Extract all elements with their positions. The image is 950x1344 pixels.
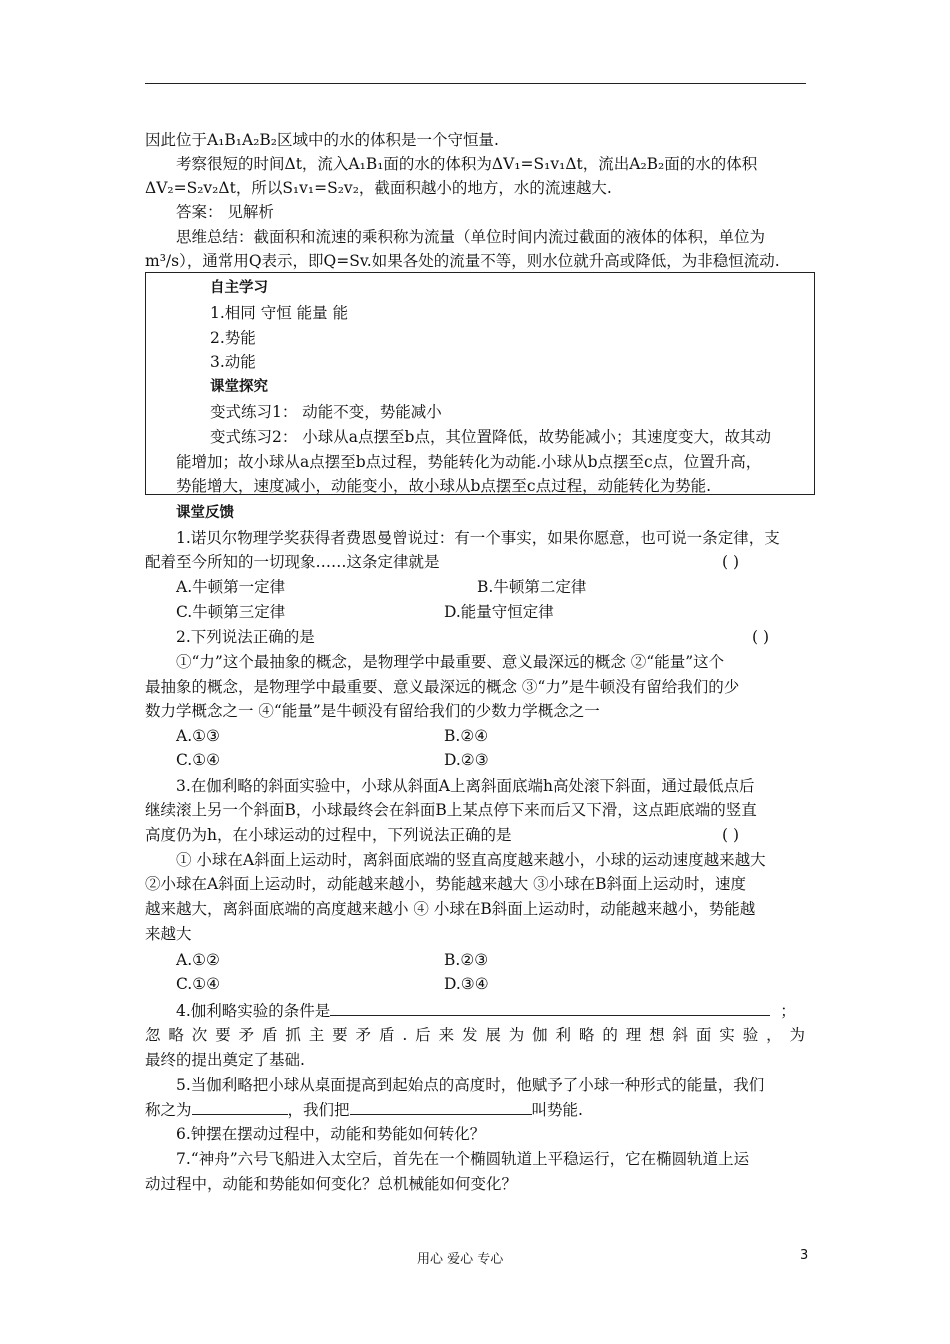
summary-line-1: 思维总结：截面积和流速的乘积称为流量（单位时间内流过截面的液体的体积，单位为 <box>176 228 766 246</box>
summary-line-2: m³/s），通常用Q表示，即Q=Sv.如果各处的流量不等，则水位就升高或降低，为非稳恒流动. <box>145 252 780 270</box>
q5-line-1: 5.当伽利略把小球从桌面提高到起始点的高度时，他赋予了小球一种形式的能量，我们 <box>176 1076 765 1094</box>
q3-line-6: 越来越大，离斜面底端的高度越来越小 ④ 小球在B斜面上运动时，动能越来越小，势能越 <box>145 900 756 918</box>
q4-semicolon: ； <box>780 1002 796 1020</box>
exercise-1: 变式练习1： 动能不变，势能减小 <box>210 403 442 421</box>
q2-line-4: 数力学概念之一 ④“能量”是牛顿没有留给我们的少数力学概念之一 <box>145 702 600 720</box>
exercise-2-line-1: 变式练习2： 小球从a点摆至b点，其位置降低，故势能减小；其速度变大，故其动 <box>210 428 771 446</box>
q5-text-c: 叫势能. <box>531 1101 583 1119</box>
answer-2: 2.势能 <box>210 329 256 347</box>
q1-line-1: 1.诺贝尔物理学奖获得者费恩曼曾说过：有一个事实，如果你愿意，也可说一条定律，支 <box>176 529 780 547</box>
q5-text-b: ，我们把 <box>287 1101 350 1119</box>
answer-1: 1.相同 守恒 能量 能 <box>210 304 349 322</box>
q3-answer-paren: ( ) <box>722 826 740 844</box>
q1-option-d: D.能量守恒定律 <box>444 603 554 621</box>
intro-line-2: 考察很短的时间Δt，流入A₁B₁面的水的体积为ΔV₁=S₁v₁Δt，流出A₂B₂面的水的体积 <box>176 155 758 173</box>
q1-line-2: 配着至今所知的一切现象……这条定律就是 <box>145 553 440 571</box>
q3-line-1: 3.在伽利略的斜面实验中，小球从斜面A上离斜面底端h高处滚下斜面，通过最低点后 <box>176 777 755 795</box>
q2-option-b: B.②④ <box>444 727 489 745</box>
exercise-2-line-3: 势能增大，速度减小，动能变小，故小球从b点摆至c点过程，动能转化为势能. <box>176 477 712 495</box>
q3-option-c: C.①④ <box>176 975 221 993</box>
q4-line-2-text: 忽略次要矛盾抓主要矛盾.后来发展为伽利略的理想斜面实验，为 <box>145 1026 805 1044</box>
header-rule <box>145 83 806 84</box>
q7-line-2: 动过程中，动能和势能如何变化？总机械能如何变化？ <box>145 1175 518 1193</box>
q2-option-d: D.②③ <box>444 751 489 769</box>
q1-answer-paren: ( ) <box>722 553 740 571</box>
q3-option-a: A.①② <box>176 951 220 969</box>
q4-line-3: 最终的提出奠定了基础. <box>145 1051 305 1069</box>
q3-line-5: ②小球在A斜面上运动时，动能越来越小，势能越来越大 ③小球在B斜面上运动时，速度 <box>145 875 747 893</box>
q2-option-a: A.①③ <box>176 727 220 745</box>
exercise-2-line-2: 能增加；故小球从a点摆至b点过程，势能转化为动能.小球从b点摆至c点，位置升高， <box>176 453 762 471</box>
q1-option-c: C.牛顿第三定律 <box>176 603 286 621</box>
q3-line-3: 高度仍为h，在小球运动的过程中，下列说法正确的是 <box>145 826 512 844</box>
q3-line-4: ① 小球在A斜面上运动时，离斜面底端的竖直高度越来越小，小球的运动速度越来越大 <box>176 851 766 869</box>
intro-line-1: 因此位于A₁B₁A₂B₂区域中的水的体积是一个守恒量. <box>145 131 499 149</box>
q6-line: 6.钟摆在摆动过程中，动能和势能如何转化？ <box>176 1125 486 1143</box>
q5-line-2 <box>145 1099 810 1120</box>
q4-line-2 <box>145 1025 805 1045</box>
intro-line-3: ΔV₂=S₂v₂Δt，所以S₁v₁=S₂v₂，截面积越小的地方，水的流速越大. <box>145 179 612 197</box>
q5-blank-2[interactable] <box>350 1099 532 1115</box>
q2-answer-paren: ( ) <box>752 628 770 646</box>
q5-text-a: 称之为 <box>145 1101 192 1119</box>
q2-line-3: 最抽象的概念，是物理学中最重要、意义最深远的概念 ③“力”是牛顿没有留给我们的少 <box>145 678 740 696</box>
heading-class-explore: 课堂探究 <box>210 379 268 395</box>
q1-option-a: A.牛顿第一定律 <box>176 578 286 596</box>
q1-option-b: B.牛顿第二定律 <box>477 578 587 596</box>
q2-line-2: ①“力”这个最抽象的概念，是物理学中最重要、意义最深远的概念 ②“能量”这个 <box>176 653 725 671</box>
q3-line-7: 来越大 <box>145 925 192 943</box>
q5-blank-1[interactable] <box>192 1099 288 1115</box>
answer-line: 答案： 见解析 <box>176 203 274 221</box>
page-number: 3 <box>800 1248 809 1263</box>
q2-option-c: C.①④ <box>176 751 221 769</box>
q4-blank[interactable] <box>330 1000 770 1016</box>
q2-line-1: 2.下列说法正确的是 <box>176 628 315 646</box>
q3-line-2: 继续滚上另一个斜面B，小球最终会在斜面B上某点停下来而后又下滑，这点距底端的竖直 <box>145 801 757 819</box>
q3-option-b: B.②③ <box>444 951 489 969</box>
q3-option-d: D.③④ <box>444 975 489 993</box>
q7-line-1: 7.“神舟”六号飞船进入太空后，首先在一个椭圆轨道上平稳运行，它在椭圆轨道上运 <box>176 1150 750 1168</box>
heading-self-study: 自主学习 <box>210 280 268 296</box>
heading-feedback: 课堂反馈 <box>176 505 234 521</box>
q4-prompt: 4.伽利略实验的条件是 <box>176 1002 331 1020</box>
answer-3: 3.动能 <box>210 353 256 371</box>
q4-line-1 <box>176 1000 816 1021</box>
footer-slogan: 用心 爱心 专心 <box>417 1252 504 1267</box>
